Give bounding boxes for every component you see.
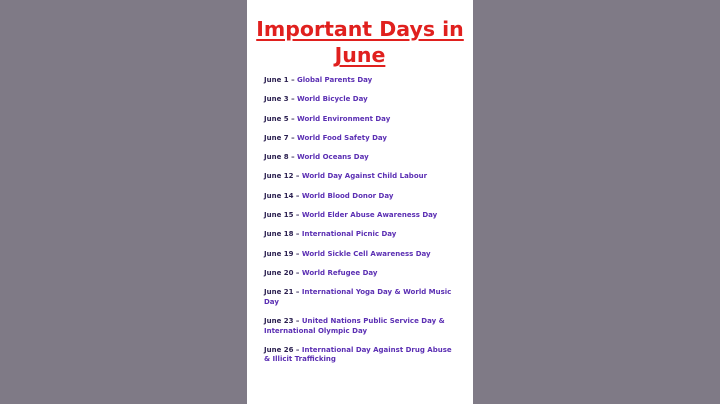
day-name: International Yoga Day & World Music Day — [264, 288, 452, 306]
day-date: June 1 — [264, 76, 289, 84]
day-date: June 21 — [264, 288, 294, 297]
list-item — [264, 288, 460, 307]
day-name: World Food Safety Day — [297, 133, 387, 142]
list-item — [264, 192, 460, 202]
day-date: June 26 — [264, 345, 294, 354]
day-separator: – — [293, 191, 302, 200]
list-item — [264, 153, 460, 163]
day-name: World Refugee Day — [301, 268, 378, 277]
list-item — [264, 269, 460, 279]
day-separator: – — [288, 133, 298, 142]
day-name: International Day Against Drug Abuse & Illicit Trafficking — [264, 345, 452, 364]
day-separator: – — [293, 230, 302, 239]
day-date: June 12 — [264, 172, 294, 181]
day-date: June 18 — [264, 230, 294, 239]
day-name: World Day Against Child Labour — [301, 172, 428, 181]
document-page — [247, 0, 473, 404]
day-name: World Environment Day — [297, 114, 391, 123]
day-date: June 8 — [264, 153, 289, 162]
day-separator: – — [288, 95, 298, 104]
list-item — [264, 346, 460, 365]
day-date: June 5 — [264, 114, 289, 123]
day-name: World Sickle Cell Awareness Day — [301, 249, 431, 258]
day-name: Global Parents Day — [297, 76, 373, 84]
list-item — [264, 317, 460, 336]
list-item — [264, 211, 460, 221]
day-separator: – — [293, 249, 302, 258]
day-name: World Bicycle Day — [297, 95, 368, 104]
day-separator: – — [293, 268, 302, 277]
day-date: June 14 — [264, 191, 294, 200]
day-separator: – — [288, 76, 298, 84]
list-item — [264, 230, 460, 240]
list-item — [264, 172, 460, 182]
day-separator: – — [288, 114, 298, 123]
day-date: June 3 — [264, 95, 289, 104]
list-item — [264, 76, 460, 86]
list-item — [264, 95, 460, 105]
day-separator: – — [293, 172, 302, 181]
day-separator: – — [293, 317, 302, 326]
page-title: Important Days in June — [256, 17, 464, 67]
list-item — [264, 250, 460, 260]
day-name: World Elder Abuse Awareness Day — [301, 211, 438, 220]
day-date: June 20 — [264, 268, 294, 277]
day-name: United Nations Public Service Day & International Olympic Day — [264, 317, 445, 335]
important-days-list — [264, 76, 460, 365]
day-separator: – — [293, 288, 302, 297]
day-name: International Picnic Day — [301, 230, 397, 239]
day-date: June 7 — [264, 133, 289, 142]
day-name: World Blood Donor Day — [301, 191, 394, 200]
day-date: June 19 — [264, 249, 294, 258]
day-separator: – — [288, 153, 298, 162]
day-date: June 23 — [264, 317, 294, 326]
day-name: World Oceans Day — [297, 153, 369, 162]
day-separator: – — [293, 345, 302, 354]
day-separator: – — [293, 211, 302, 220]
list-item — [264, 134, 460, 144]
day-date: June 15 — [264, 211, 294, 220]
list-item — [264, 115, 460, 125]
